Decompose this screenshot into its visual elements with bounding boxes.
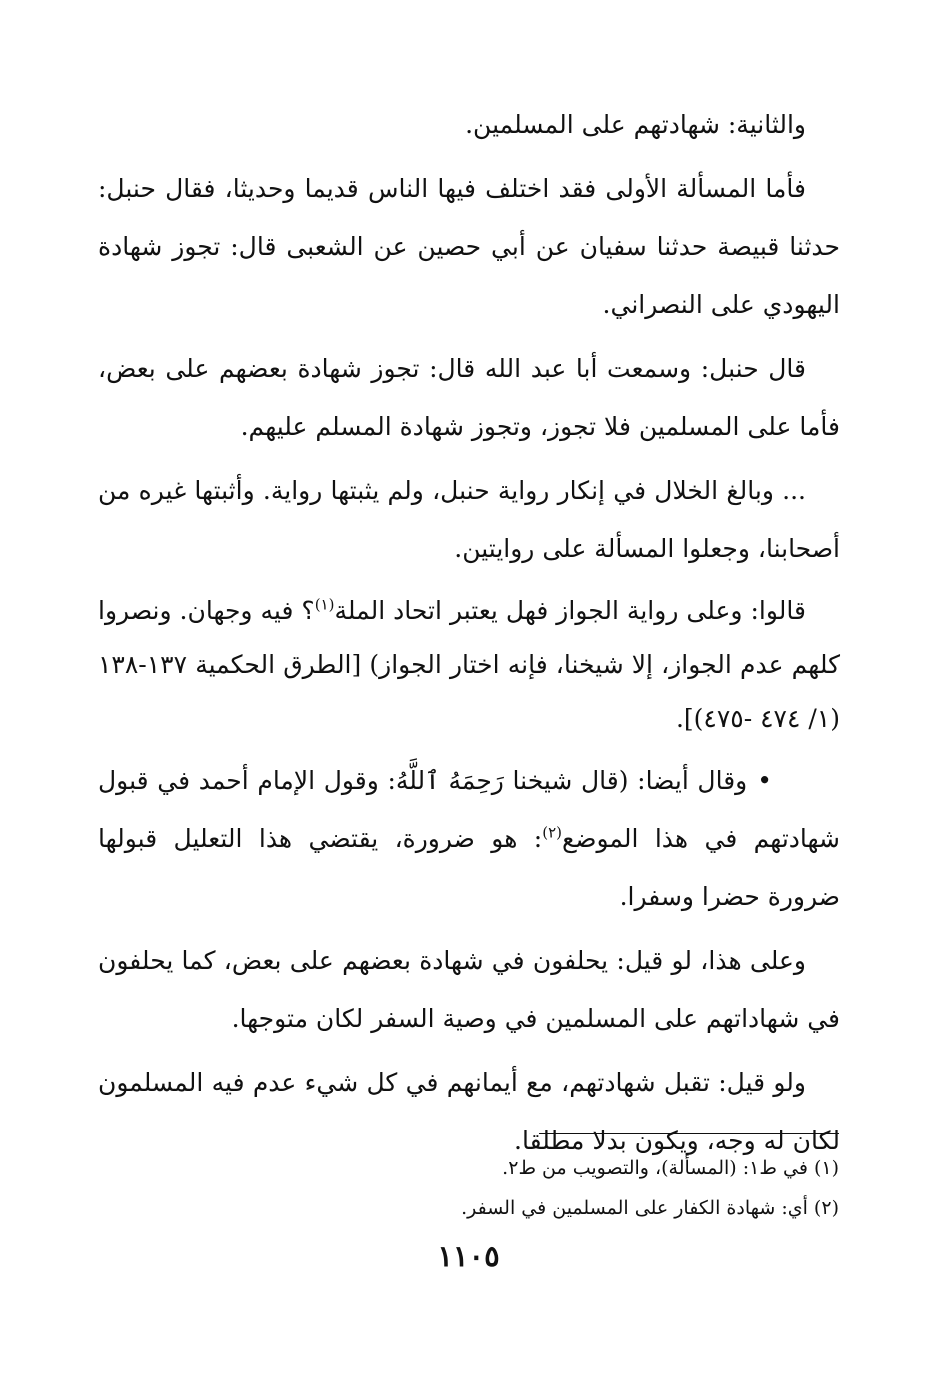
paragraph-7: وعلى هذا، لو قيل: يحلفون في شهادة بعضهم على بعض، كما يحلفون في شهاداتهم على المسلمين في وصية السفر لكان متوجها. [98, 946, 840, 1033]
page-number: ١١٠٥ [437, 1239, 500, 1273]
paragraph-5 [98, 584, 840, 746]
footnote-divider [539, 1133, 839, 1134]
bullet-icon: • [757, 766, 772, 795]
paragraph-6-text-start: وقال أيضا: (قال شيخنا رَحِمَهُ ٱللَّهُ: وقول الإمام أحمد في قبول شهادتهم في هذا الموضع [98, 766, 840, 853]
paragraph-3: قال حنبل: وسمعت أبا عبد الله قال: تجوز شهادة بعضهم على بعض، فأما على المسلمين فلا تجوز، وتجوز شهادة المسلم عليهم. [98, 354, 840, 441]
footnote-2: (٢) أي: شهادة الكفار على المسلمين في السفر. [461, 1197, 839, 1219]
footnote-1: (١) في ط١: (المسألة)، والتصويب من ط٢. [502, 1157, 839, 1179]
paragraph-8: ولو قيل: تقبل شهادتهم، مع أيمانهم في كل شيء عدم فيه المسلمون لكان له وجه، ويكون بدلا مطلقا. [98, 1068, 840, 1155]
footnotes [97, 1148, 839, 1228]
paragraph-1: والثانية: شهادتهم على المسلمين. [465, 110, 806, 139]
paragraph-6-text-end: : هو ضرورة، يقتضي هذا التعليل قبولها ضرورة حضرا وسفرا. [98, 824, 840, 911]
paragraph-5-text-end: ؟ فيه وجهان. ونصروا كلهم عدم الجواز، إلا شيخنا، فإنه اختار الجواز) [الطرق الحكمية ١٣٧-١٣٨ (١/ ٤٧٤ -٤٧٥)]. [98, 596, 840, 733]
main-text [98, 96, 840, 1176]
footnote-ref-2: (٢) [542, 823, 562, 842]
paragraph-6 [98, 752, 840, 926]
paragraph-2: فأما المسألة الأولى فقد اختلف فيها الناس قديما وحديثا، فقال حنبل: حدثنا قبيصة حدثنا سفيان عن أبي حصين عن الشعبى قال: تجوز شهادة اليهودي على النصراني. [98, 174, 840, 319]
paragraph-4: ... وبالغ الخلال في إنكار رواية حنبل، ولم يثبتها رواية. وأثبتها غيره من أصحابنا، وجعلوا المسألة على روايتين. [98, 476, 840, 563]
paragraph-5-text-start: قالوا: وعلى رواية الجواز فهل يعتبر اتحاد الملة [334, 596, 806, 625]
footnote-ref-1: (١) [314, 595, 335, 614]
